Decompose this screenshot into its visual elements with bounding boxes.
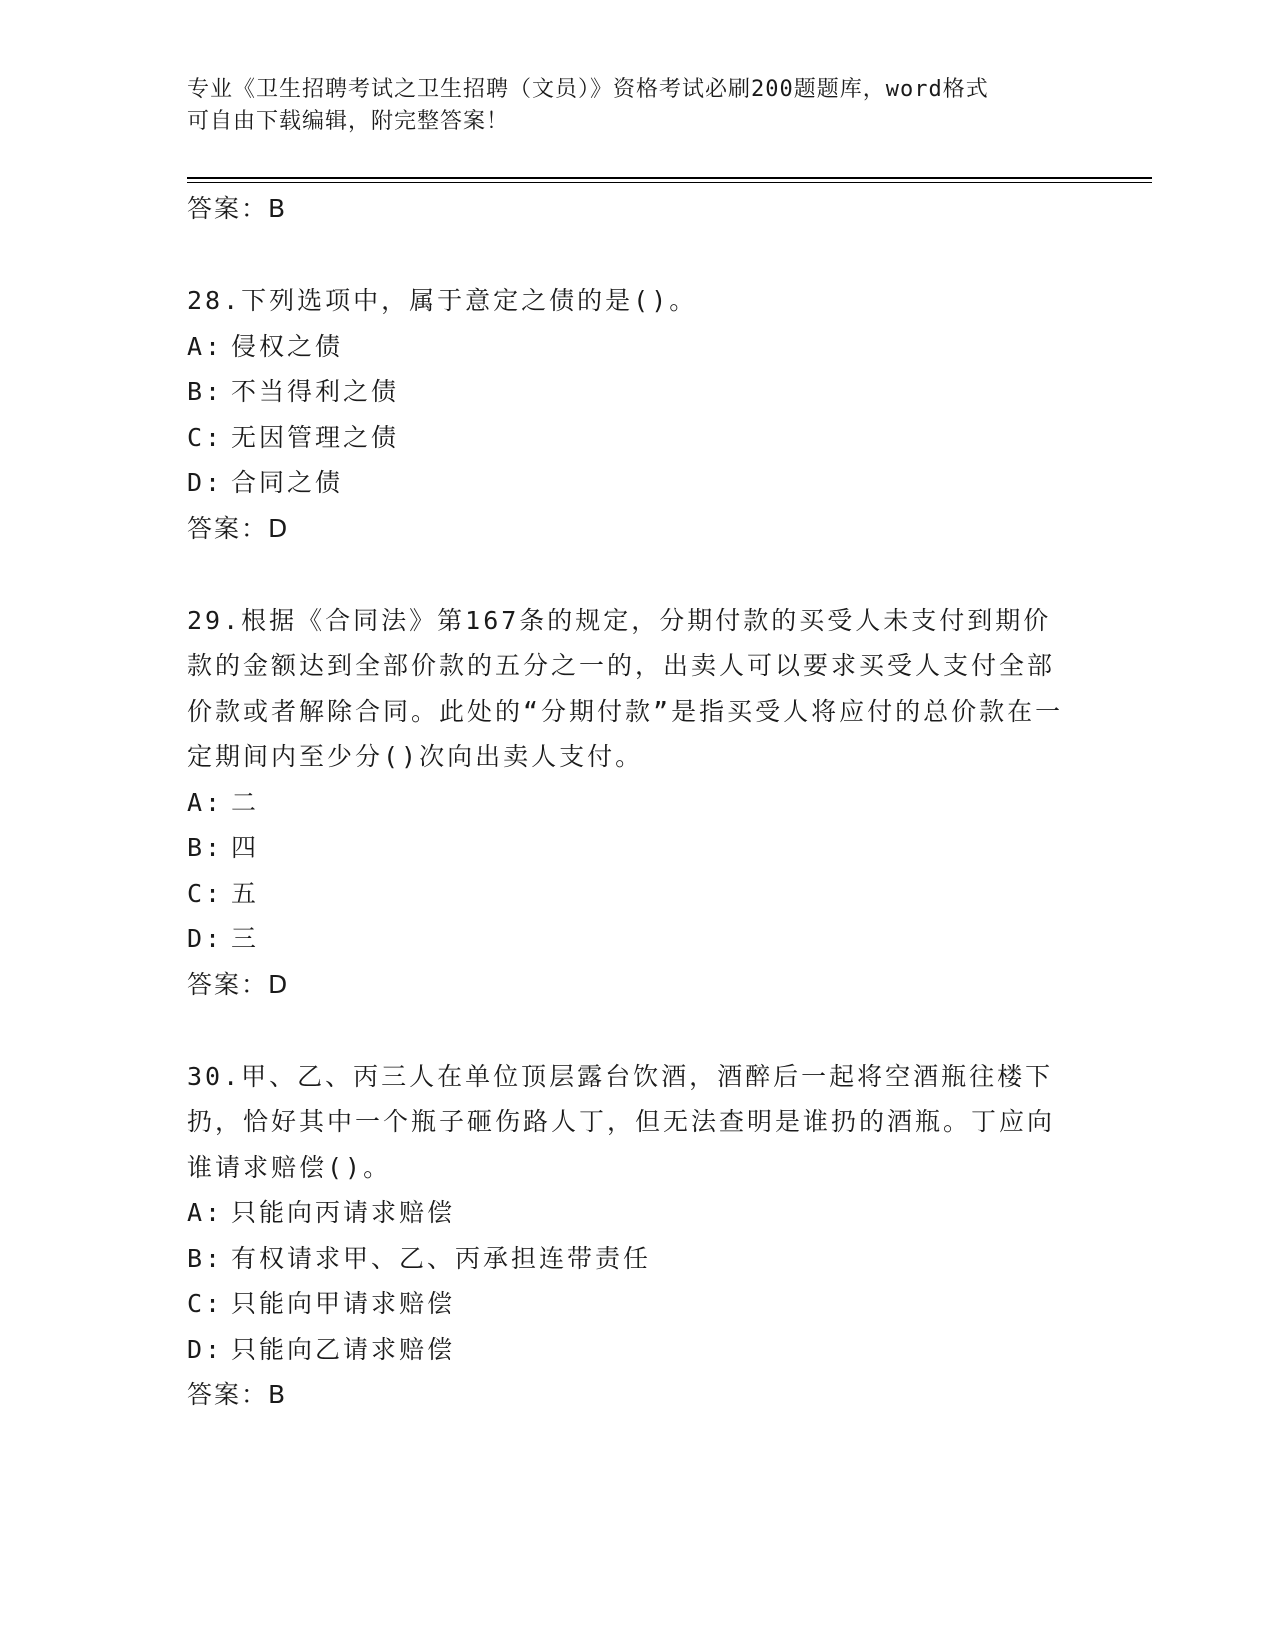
option-text: 三 (231, 924, 260, 953)
option-text: 侵权之债 (231, 331, 344, 361)
option-list (187, 1190, 1067, 1372)
option-b (187, 1236, 1067, 1282)
option-c (187, 415, 1067, 461)
option-a (187, 780, 1067, 826)
answer-line: 答案：B (187, 1380, 288, 1409)
option-d (187, 460, 1067, 506)
question-stem: 28.下列选项中，属于意定之债的是()。 (187, 286, 698, 315)
option-text: 五 (231, 878, 260, 908)
option-key: C: (187, 878, 224, 908)
question-stem: 29.根据《合同法》第167条的规定，分期付款的买受人未支付到期价款的金额达到全部价款的五分之一的，出卖人可以要求买受人支付全部价款或者解除合同。此处的“分期付款”是指买受人将应付的总价款在一定期间内至少分()次向出卖人支付。 (187, 605, 1064, 771)
document-header (187, 74, 1067, 138)
option-b (187, 369, 1067, 415)
question-stem: 30.甲、乙、丙三人在单位顶层露台饮酒，酒醉后一起将空酒瓶往楼下扔，恰好其中一个瓶子砸伤路人丁，但无法查明是谁扔的酒瓶。丁应向谁请求赔偿()。 (187, 1061, 1056, 1182)
option-text: 只能向甲请求赔偿 (231, 1289, 456, 1318)
option-key: A: (187, 331, 224, 361)
option-key: B: (187, 377, 224, 406)
option-c (187, 1281, 1067, 1327)
option-text: 只能向乙请求赔偿 (231, 1334, 456, 1364)
option-list (187, 780, 1067, 962)
option-key: A: (187, 1198, 224, 1227)
option-text: 有权请求甲、乙、丙承担连带责任 (231, 1243, 652, 1273)
option-d (187, 916, 1067, 962)
question-28 (187, 278, 1067, 552)
option-key: D: (187, 1334, 224, 1364)
question-29 (187, 598, 1067, 1008)
option-key: D: (187, 924, 224, 953)
option-text: 四 (231, 833, 260, 862)
option-key: B: (187, 833, 224, 862)
option-b (187, 825, 1067, 871)
option-a (187, 324, 1067, 370)
option-text: 二 (231, 787, 260, 817)
header-line-1: 专业《卫生招聘考试之卫生招聘（文员）》资格考试必刷200题题库，word格式 (187, 77, 989, 102)
option-a (187, 1190, 1067, 1236)
question-30 (187, 1054, 1067, 1419)
header-line-2: 可自由下载编辑，附完整答案！ (187, 109, 510, 134)
option-c (187, 871, 1067, 917)
option-d (187, 1327, 1067, 1373)
option-key: B: (187, 1243, 224, 1273)
option-text: 只能向丙请求赔偿 (231, 1198, 456, 1227)
answer-line: 答案：D (187, 969, 290, 999)
option-text: 合同之债 (231, 468, 344, 497)
option-key: C: (187, 422, 224, 452)
previous-answer: 答案：B (187, 194, 288, 223)
option-key: D: (187, 468, 224, 497)
option-text: 不当得利之债 (231, 377, 400, 406)
option-list (187, 324, 1067, 506)
option-key: C: (187, 1289, 224, 1318)
header-divider (187, 177, 1152, 183)
option-key: A: (187, 787, 224, 817)
document-body (187, 186, 1067, 1418)
answer-line: 答案：D (187, 513, 290, 543)
option-text: 无因管理之债 (231, 422, 400, 452)
